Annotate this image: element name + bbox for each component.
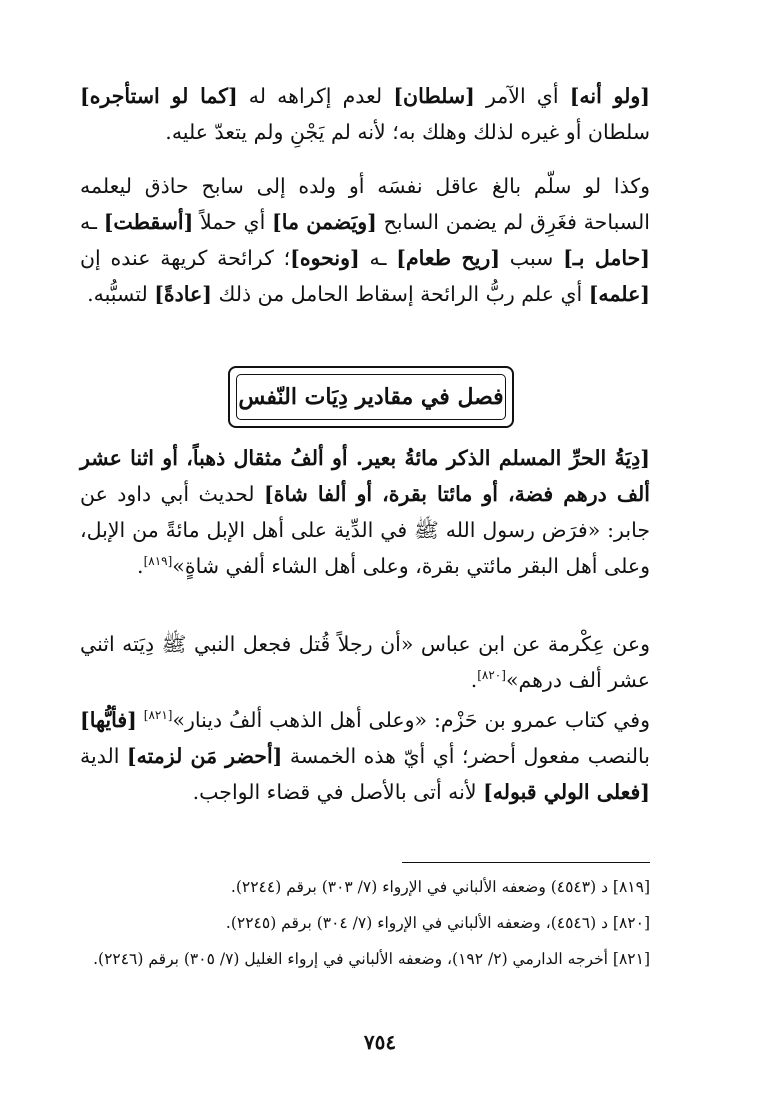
text: لأنه أتى بالأصل في قضاء الواجب.: [192, 780, 484, 804]
bold-term: [حامل بـ]: [563, 246, 650, 270]
text: أي الآمر: [474, 84, 570, 108]
footnotes: [80, 872, 650, 980]
text: ـه: [359, 246, 397, 270]
text: ؛ كرائحة كريهة عنده إن: [80, 246, 291, 270]
text: لتسبُّبه.: [87, 282, 155, 306]
bold-term: [ويَضمن ما]: [272, 210, 377, 234]
paragraph-2: [80, 168, 650, 312]
paragraph-4: [80, 626, 650, 698]
section-heading-frame: [228, 366, 514, 428]
footnote-820: [٨٢٠] د (٤٥٤٦)، وضعفه الألباني في الإرواء (٧/ ٣٠٤) برقم (٢٢٤٥).: [225, 914, 650, 932]
text: .: [470, 668, 478, 692]
text: سلطان أو غيره لذلك وهلك به؛ لأنه لم يَجْنِ ولم يتعدّ عليه.: [165, 120, 650, 144]
text: بالنصب مفعول أحضر؛ أي أيّ هذه الخمسة: [282, 744, 651, 768]
text: وعن عِكْرمة عن ابن عباس «أن رجلاً قُتل فجعل النبي ﷺ دِيَته اثني عشر ألف درهم»: [80, 632, 650, 692]
bold-term: [عادةً]: [154, 282, 212, 306]
text: لحديث أبي داود عن جابر: «فرَض رسول الله ﷺ في الدِّية على أهل الإبل مائةً من الإبل، وعلى أهل البقر مائتي بقرة، وعلى أهل الشاء ألفي شاةٍ»: [80, 482, 650, 578]
bold-term: [ريح طعام]: [396, 246, 501, 270]
bold-term: [فأيُّها]: [80, 708, 137, 732]
text: أي حملاً: [193, 210, 273, 234]
bold-term: [سلطان]: [393, 84, 475, 108]
bold-term: [أسقطت]: [103, 210, 194, 234]
footnote-ref: [٨٢٠]: [477, 668, 506, 683]
footnote-divider: [402, 862, 650, 863]
text: أي علم ربُّ الرائحة إسقاط الحامل من ذلك: [211, 282, 589, 306]
text: ـه: [80, 210, 104, 234]
paragraph-1: [80, 78, 650, 150]
section-heading: فصل في مقادير دِيَات النّفس: [236, 374, 506, 420]
text: [137, 708, 144, 732]
paragraph-5: [80, 702, 650, 810]
text: .: [137, 554, 144, 578]
bold-term: [كما لو استأجره]: [80, 84, 238, 108]
text: وكذا لو سلّم بالغ عاقل نفسَه أو ولده إلى سابح حاذق ليعلمه السباحة فغَرِق لم يضمن السابح: [80, 174, 651, 234]
bold-matn: [دِيَةُ الحرِّ المسلم الذكر مائةُ بعير. أو ألفُ مثقال ذهباً، أو اثنا عشر ألف درهم فضة، أو مائتا بقرة، أو ألفا شاة]: [80, 446, 650, 506]
bold-term: [علمه]: [588, 282, 650, 306]
text: لعدم إكراهه له: [237, 84, 394, 108]
page-number: ٧٥٤: [363, 1030, 397, 1054]
bold-term: [ونحوه]: [290, 246, 360, 270]
footnote-ref: [٨٢١]: [143, 708, 173, 723]
text: وفي كتاب عمرو بن حَزْم: «وعلى أهل الذهب ألفُ دينار»: [172, 708, 650, 732]
footnote-821: [٨٢١] أخرجه الدارمي (٢/ ١٩٢)، وضعفه الألباني في إرواء الغليل (٧/ ٣٠٥) برقم (٢٢٤٦).: [93, 950, 650, 968]
bold-term: [أحضر مَن لزمته]: [126, 744, 283, 768]
text: سبب: [500, 246, 564, 270]
paragraph-3: [80, 440, 650, 584]
footnote-819: [٨١٩] د (٤٥٤٣) وضعفه الألباني في الإرواء (٧/ ٣٠٣) برقم (٢٢٤٤).: [230, 878, 650, 896]
bold-term: [فعلى الولي قبوله]: [483, 780, 650, 804]
footnote-ref: [٨١٩]: [143, 554, 173, 569]
bold-term: [ولو أنه]: [569, 84, 650, 108]
text: الدية: [80, 744, 127, 768]
